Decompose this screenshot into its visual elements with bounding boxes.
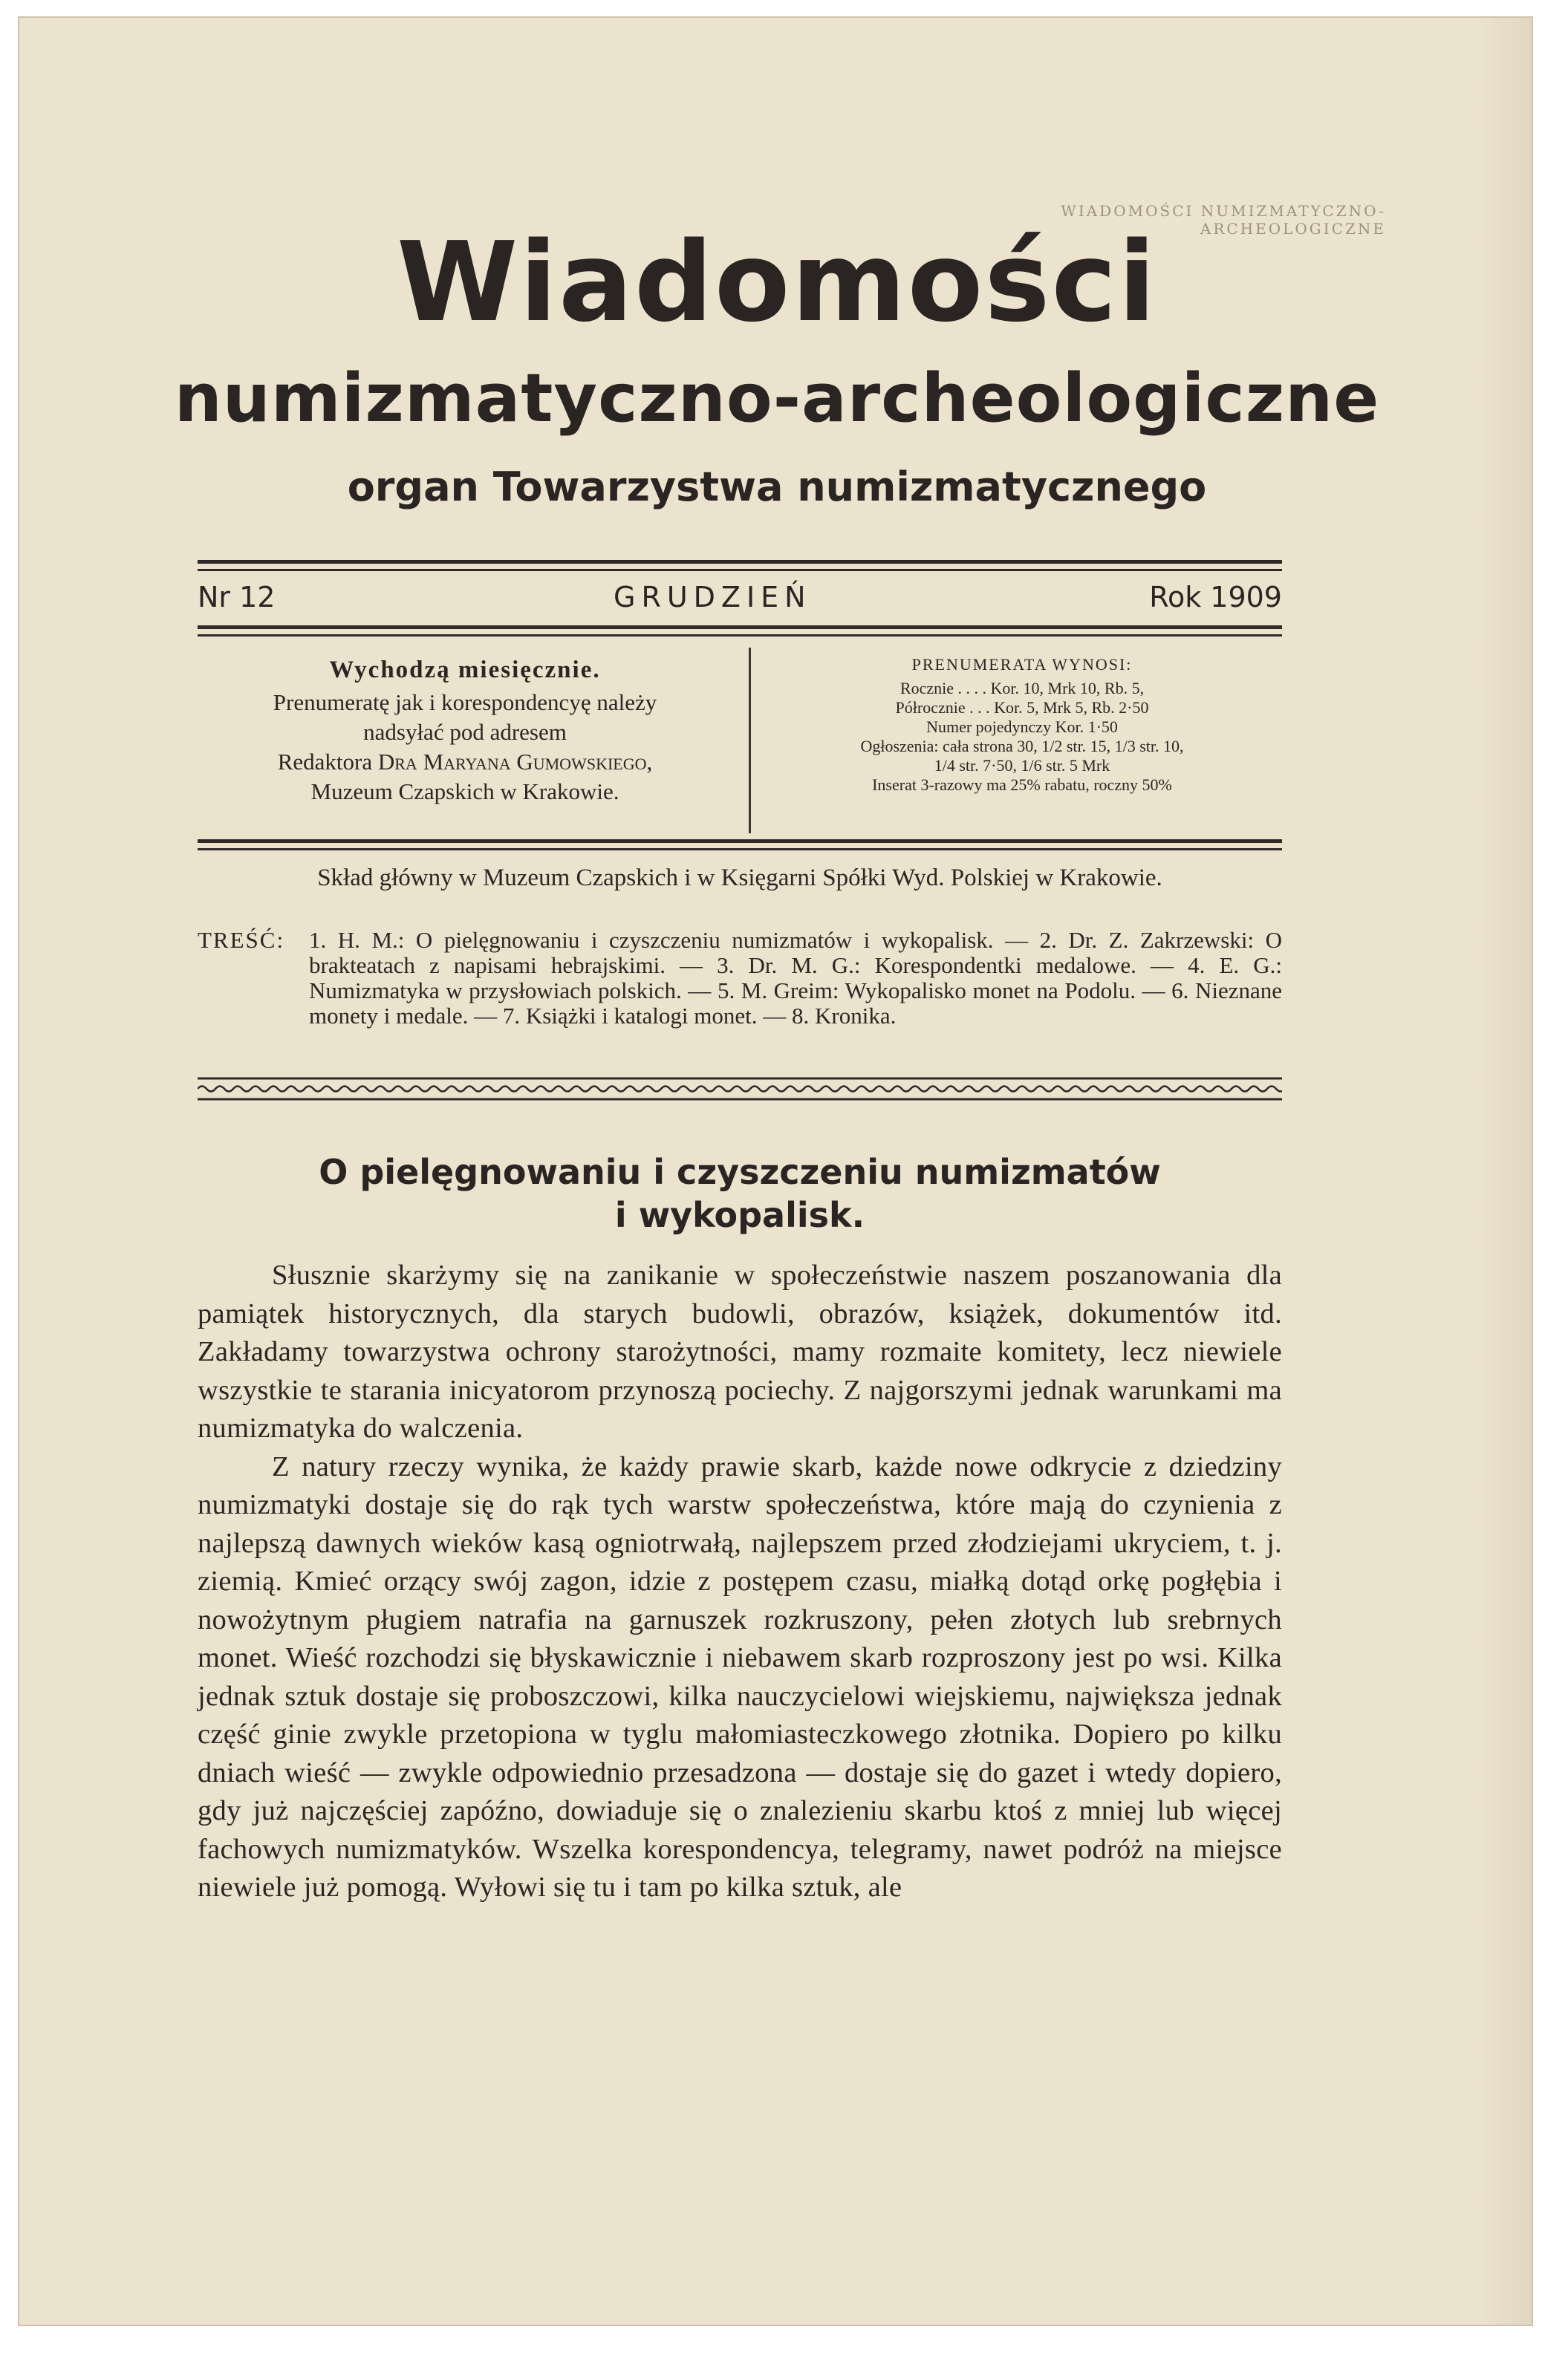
publisher-heading: Wychodzą miesięcznie.	[329, 657, 601, 683]
publisher-info	[198, 655, 732, 833]
issue-rule	[198, 625, 1282, 629]
info-rule	[198, 839, 1282, 843]
ads-line: Inserat 3-razowy ma 25% rabatu, roczny 50%	[872, 775, 1172, 794]
toc-text: 1. H. M.: O pielęgnowaniu i czyszczeniu numizmatów i wykopalisk. — 2. Dr. Z. Zakrzewski: O brakteatach z napisami hebrajskimi. — 3. Dr. M. G.: Korespondentki medalowe. — 4. E. G.: Numizmatyka w przysłowiach polskich. — 5. M. Greim: Wykopalisko monet na Podolu. — 6. Nieznane monety i medale. — 7. Książki i katalogi monet. — 8. Kronika.	[309, 927, 1282, 1029]
subscription-half-yearly: Półrocznie . . . Kor. 5, Mrk 5, Rb. 2·50	[895, 698, 1149, 717]
article-paragraph: Z natury rzeczy wynika, że każdy prawie skarb, każde nowe odkrycie z dziedziny numizmatyki dostaje się do rąk tych warstw społeczeństwa, które mają do czynienia z najlepszą dawnych wieków kasą ogniotrwałą, najlepszem przed złodziejami ukryciem, t. j. ziemią. Kmieć orzący swój zagon, idzie z postępem czasu, miałką dotąd orkę pogłębia i nowożytnym pługiem natrafia na garnuszek rozkruszony, pełen złotych lub srebrnych monet. Wieść rozchodzi się błyskawicznie i niebawem skarb rozproszony jest po wsi. Kilka jednak sztuk dostaje się proboszczowi, kilka nauczycielowi wiejskiemu, największa jednak część ginie zwykle przetopiona w tyglu małomiasteczkowego złotnika. Dopiero po kilku dniach wieść — zwykle odpowiednio przesadzona — dostaje się do gazet i wtedy dopiero, gdy już najczęściej zapóźno, dowiaduje się o znalezieniu skarbu ktoś z mniej lub więcej fachowych numizmatyków. Wszelka korespondencya, telegramy, nawet podróż na miejsce niewiele już pomogą. Wyłowi się tu i tam po kilka sztuk, ale	[198, 1451, 1282, 1903]
toc-label: TREŚĆ:	[198, 927, 285, 953]
article-paragraph: Słusznie skarżymy się na zanikanie w społeczeństwie naszem poszanowania dla pamiątek historycznych, dla starych budowli, obrazów, książek, dokumentów itd. Zakładamy towarzystwa ochrony starożytności, mamy rozmaite komitety, lecz niewiele wszystkie te starania inicyatorom przynoszą pociechy. Z najgorszymi jednak warunkami ma numizmatyka do walczenia.	[198, 1260, 1282, 1444]
ads-line: 1/4 str. 7·50, 1/6 str. 5 Mrk	[934, 756, 1110, 775]
masthead-rule-top	[198, 560, 1282, 564]
table-of-contents	[198, 928, 1282, 1029]
publisher-line	[198, 747, 732, 777]
subscription-heading: PRENUMERATA WYNOSI:	[911, 655, 1133, 674]
article-title-line: i wykopalisk.	[614, 1195, 865, 1235]
article-title	[198, 1150, 1282, 1237]
masthead-subtitle: numizmatyczno-archeologiczne	[174, 359, 1380, 437]
masthead-organ: organ Towarzystwa numizmatycznego	[347, 463, 1207, 510]
issue-rule-thin	[198, 634, 1282, 636]
publisher-line: nadsyłać pod adresem	[363, 719, 567, 745]
journal-page	[18, 16, 1533, 2326]
article-body	[198, 1257, 1282, 1907]
main-depot-line: Skład główny w Muzeum Czapskich i w Księgarni Spółki Wyd. Polskiej w Krakowie.	[317, 865, 1162, 891]
editor-prefix: Redaktora	[277, 749, 373, 775]
issue-line	[198, 581, 1282, 625]
editor-name: Dra Maryana Gumowskiego,	[377, 749, 653, 775]
publisher-line: Prenumeratę jak i korespondencyę należy	[273, 689, 657, 715]
subscription-yearly: Rocznie . . . . Kor. 10, Mrk 10, Rb. 5,	[900, 679, 1145, 697]
wavy-divider	[198, 1076, 1282, 1101]
masthead-title: Wiadomości	[397, 218, 1157, 346]
issue-number: Nr 12	[198, 581, 276, 613]
ads-line: Ogłoszenia: cała strona 30, 1/2 str. 15, 1/3 str. 10,	[860, 737, 1184, 755]
info-divider	[749, 648, 751, 833]
issue-month: GRUDZIEŃ	[614, 581, 812, 613]
article-title-line: O pielęgnowaniu i czyszczeniu numizmatów	[319, 1152, 1161, 1192]
subscription-info	[762, 655, 1282, 833]
info-rule-thin	[198, 848, 1282, 850]
publisher-line: Muzeum Czapskich w Krakowie.	[310, 778, 619, 804]
masthead-rule-top-thin	[198, 569, 1282, 571]
issue-year: Rok 1909	[1149, 581, 1282, 613]
bleed-through-header: WIADOMOŚCI NUMIZMATYCZNO-ARCHEOLOGICZNE	[1061, 202, 1386, 238]
subscription-single-issue: Numer pojedynczy Kor. 1·50	[926, 717, 1118, 736]
